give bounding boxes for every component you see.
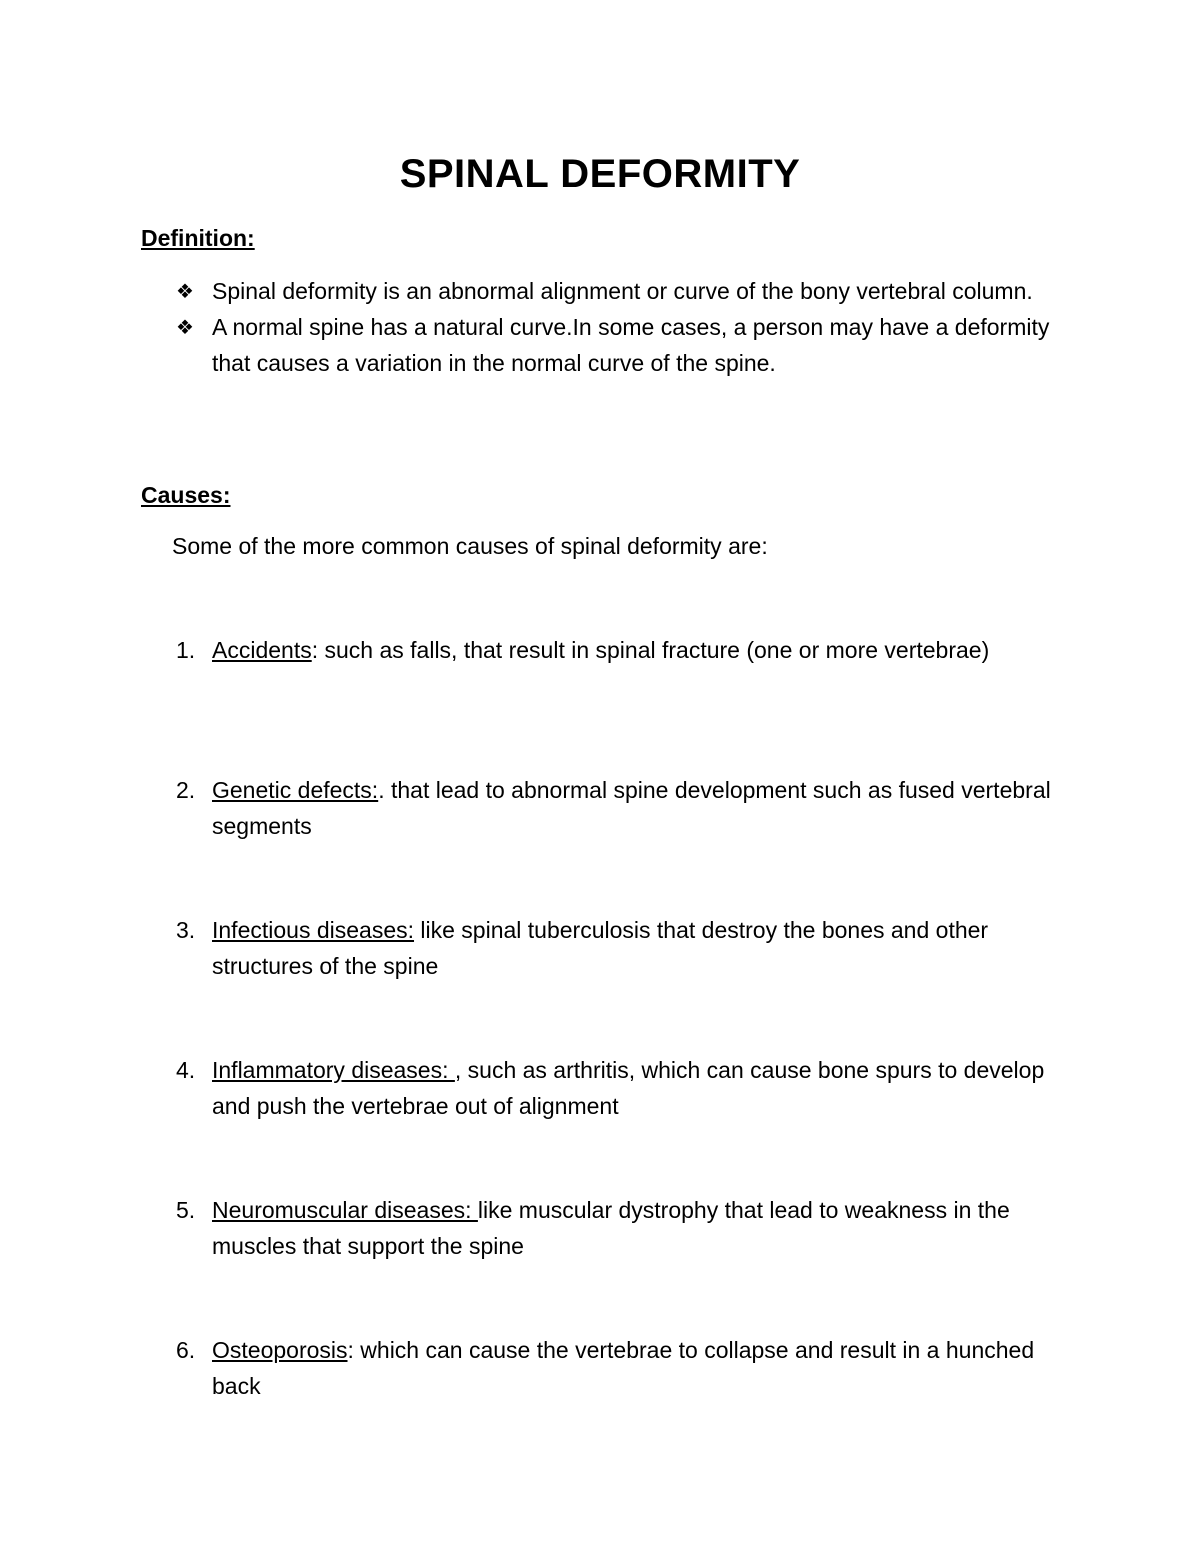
cause-description: : which can cause the vertebrae to collapse and result in a hunched back [212, 1337, 1035, 1399]
diamond-bullet-icon: ❖ [176, 279, 194, 303]
cause-term: Neuromuscular diseases: [212, 1197, 478, 1223]
cause-term: Accidents [212, 637, 312, 663]
causes-intro: Some of the more common causes of spinal deformity are: [172, 533, 768, 559]
page-title: SPINAL DEFORMITY [399, 152, 801, 196]
cause-description: . that lead to abnormal spine development such as fused vertebral segments [212, 777, 1051, 839]
cause-number: 5. [176, 1197, 196, 1223]
definition-bullet-text: A normal spine has a natural curve.In some cases, a person may have a deformity that causes a variation in the normal curve of the spine. [212, 314, 1050, 376]
cause-description: like muscular dystrophy that lead to weakness in the muscles that support the spine [212, 1197, 1010, 1259]
cause-item-infectious-diseases [176, 912, 1056, 984]
cause-number: 3. [176, 917, 196, 943]
cause-term: Inflammatory diseases: [212, 1057, 455, 1083]
causes-heading: Causes: [141, 482, 231, 508]
cause-number: 2. [176, 777, 196, 803]
cause-item-osteoporosis [176, 1332, 1056, 1404]
definition-list [176, 273, 1056, 381]
cause-term: Infectious diseases: [212, 917, 415, 943]
cause-term: Genetic defects: [212, 777, 379, 803]
cause-number: 1. [176, 637, 196, 663]
cause-item-neuromuscular-diseases [176, 1192, 1056, 1264]
cause-description: like spinal tuberculosis that destroy the bones and other structures of the spine [212, 917, 989, 979]
definition-bullet [176, 309, 1056, 381]
definition-bullet [176, 273, 1056, 309]
cause-number: 4. [176, 1057, 196, 1083]
cause-description: : such as falls, that result in spinal fracture (one or more vertebrae) [311, 637, 990, 663]
cause-item-genetic-defects [176, 772, 1056, 844]
cause-term: Osteoporosis [212, 1337, 348, 1363]
cause-number: 6. [176, 1337, 196, 1363]
cause-item-inflammatory-diseases [176, 1052, 1056, 1124]
diamond-bullet-icon: ❖ [176, 315, 194, 339]
cause-item-accidents [176, 632, 1056, 668]
definition-heading: Definition: [141, 225, 255, 251]
cause-description: , such as arthritis, which can cause bone spurs to develop and push the vertebrae out of alignment [212, 1057, 1045, 1119]
definition-bullet-text: Spinal deformity is an abnormal alignment or curve of the bony vertebral column. [212, 278, 1033, 304]
